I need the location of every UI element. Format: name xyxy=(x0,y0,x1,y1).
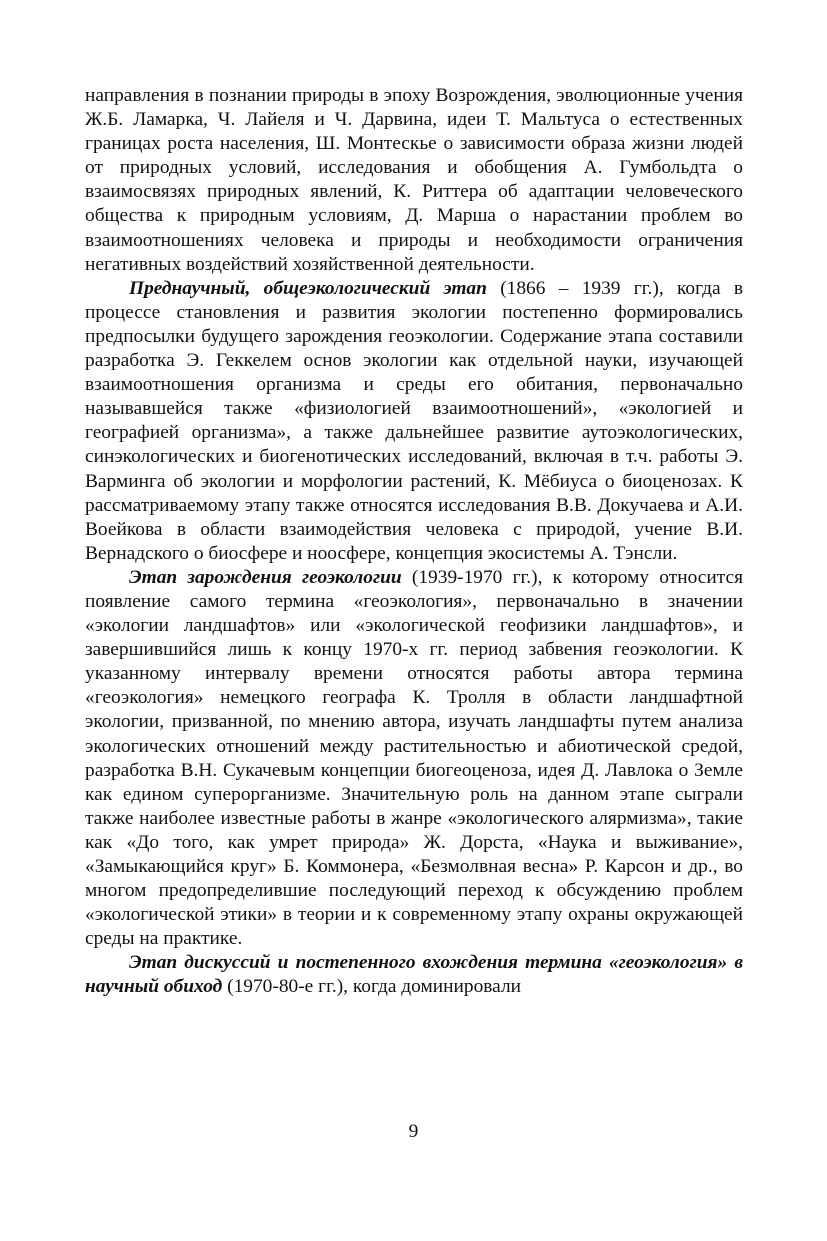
paragraph-discussion-stage xyxy=(85,951,743,999)
paragraph-renaissance-to-modern xyxy=(85,84,743,277)
paragraph-text: (1866 – 1939 гг.), когда в процессе становления и развития экологии постепенно формировались предпосылки будущего зарождения геоэкологии. Содержание этапа составили разработка Э. Геккелем основ экологии как отдельной науки, изучающей взаимоотношения организма и среды его обитания, первоначально называвшейся также «физиологией взаимоотношений», «экологией и географией организма», а также дальнейшее развитие аутоэкологических, синэкологических и биогенотических исследований, включая в т.ч. работы Э. Варминга об экологии и морфологии растений, К. Мёбиуса о биоценозах. К рассматриваемому этапу также относятся исследования В.В. Докучаева и А.И. Воейкова в области взаимодействия человека с природой, учение В.И. Вернадского о биосфере и ноосфере, концепция экосистемы А. Тэнсли. xyxy=(85,277,743,564)
paragraph-prescientific-stage xyxy=(85,277,743,566)
page-body xyxy=(85,84,743,1000)
paragraph-text: (1970-80-е гг.), когда доминировали xyxy=(222,976,521,998)
paragraph-text: (1939-1970 гг.), к которому относится появление самого термина «геоэкология», первоначально в значении «экологии ландшафтов» или «экологической геофизики ландшафтов», и завершившийся лишь к концу 1970-х гг. период забвения геоэкологии. К указанному интервалу времени относятся работы автора термина «геоэкология» немецкого географа К. Тролля в области ландшафтной экологии, призванной, по мнению автора, изучать ландшафты путем анализа экологических отношений между растительностью и абиотической средой, разработка В.Н. Сукачевым концепции биогеоценоза, идея Д. Лавлока о Земле как едином суперорганизме. Значительную роль на данном этапе сыграли также наиболее известные работы в жанре «экологического алярмизма», такие как «До того, как умрет природа» Ж. Дорста, «Наука и выживание», «Замыкающийся круг» Б. Коммонера, «Безмолвная весна» Р. Карсон и др., во многом предопределившие последующий переход к обсуждению проблем «экологической этики» в теории и к современному этапу охраны окружающей среды на практике. xyxy=(85,566,743,950)
paragraph-text: направления в познании природы в эпоху Возрождения, эволюционные учения Ж.Б. Ламарка, Ч. Лайеля и Ч. Дарвина, идеи Т. Мальтуса о естественных границах роста населения, Ш. Монтескье о зависимости образа жизни людей от природных условий, исследования и обобщения А. Гумбольдта о взаимосвязях природных явлений, К. Риттера об адаптации человеческого общества к природным условиям, Д. Марша о нарастании проблем во взаимоотношениях человека и природы и необходимости ограничения негативных воздействий хозяйственной деятельности. xyxy=(85,85,743,275)
stage-heading: Этап дискуссий и постепенного вхождения термина «геоэкология» в научный обиход xyxy=(85,952,743,998)
stage-heading: Этап зарождения геоэкологии xyxy=(129,566,402,588)
paragraph-origin-stage xyxy=(85,566,743,952)
page-number: 9 xyxy=(408,1121,419,1142)
stage-heading: Преднаучный, общеэкологический этап xyxy=(129,277,487,299)
